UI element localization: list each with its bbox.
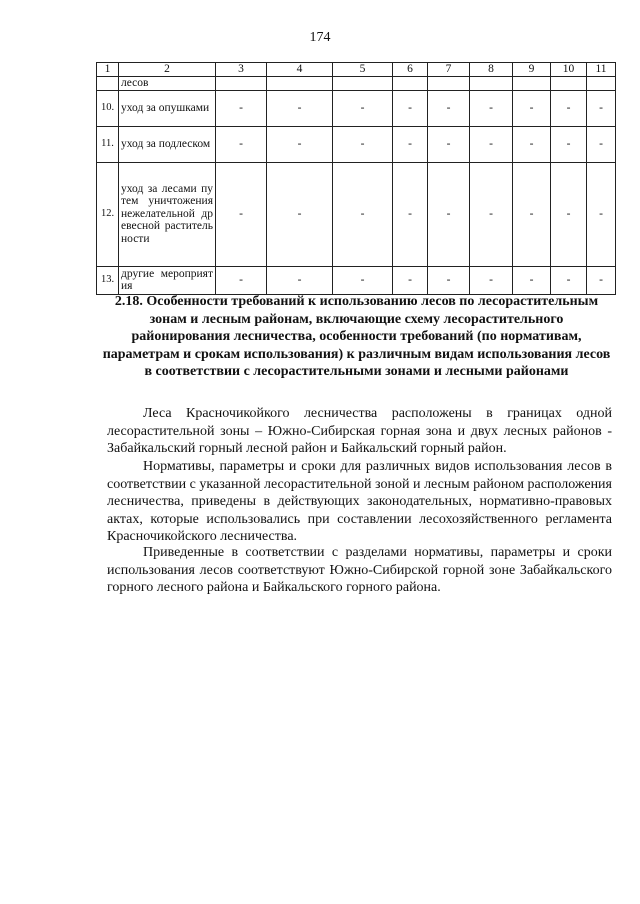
column-header: 5 [333,63,393,77]
table-cell: - [267,266,333,294]
table-cell [393,77,428,91]
table-cell: - [333,126,393,162]
table-cell: - [470,266,513,294]
table-cell: - [428,90,470,126]
table-cell: - [216,126,267,162]
table-cell [587,77,616,91]
column-header: 9 [513,63,551,77]
table-cell: - [587,162,616,266]
table-cell: - [428,126,470,162]
column-header: 1 [97,63,119,77]
table-cell [216,77,267,91]
forest-activities-table [96,62,616,295]
table-cell: - [513,90,551,126]
row-number: 11. [97,126,119,162]
table-row [97,266,616,294]
table-cell: - [587,266,616,294]
column-header: 8 [470,63,513,77]
table-cell: - [333,266,393,294]
table-cell: - [267,162,333,266]
table-cell [333,77,393,91]
table-cell: - [470,162,513,266]
activity-name: другие мероприятия [119,266,216,294]
table-cell: - [551,162,587,266]
body-paragraph: Леса Красночикойкого лесничества расположены в границах одной лесорастительной зоны – Южно-Сибирская горная зона и двух лесных районов - Забайкальский горный лесной район и Байкальский горный район. [107,406,612,457]
table-cell: - [551,90,587,126]
table-cell: - [428,162,470,266]
table-cell: - [513,162,551,266]
table-cell: - [333,162,393,266]
row-number: 10. [97,90,119,126]
table-cell: - [428,266,470,294]
column-header: 7 [428,63,470,77]
table-row [97,77,616,91]
page-number: 174 [309,30,331,45]
table-cell: - [587,126,616,162]
table-cell: - [267,90,333,126]
table-row [97,90,616,126]
column-header: 3 [216,63,267,77]
row-number: 12. [97,162,119,266]
column-header: 11 [587,63,616,77]
column-header: 2 [119,63,216,77]
table-cell: - [333,90,393,126]
table-cell: - [551,126,587,162]
table-cell [267,77,333,91]
table-cell: - [393,90,428,126]
activity-name: уход за опушками [119,90,216,126]
table-cell: - [470,90,513,126]
activity-name: уход за подлеском [119,126,216,162]
table-cell: - [587,90,616,126]
table-cell [470,77,513,91]
table-cell: - [216,162,267,266]
table-cell [428,77,470,91]
table-header-row [97,63,616,77]
body-paragraph: Нормативы, параметры и сроки для различных видов использования лесов в соответствии с указанной лесорастительной зоной и лесным районом расположения лесничества, приведены в действующих законодательных, нормативно-правовых актах, которые использовались при составлении лесохозяйственного регламента Красночикойского лесничества. [107,459,612,545]
table-cell: - [551,266,587,294]
table-row [97,126,616,162]
row-number [97,77,119,91]
column-header: 4 [267,63,333,77]
table-cell [513,77,551,91]
table-cell [551,77,587,91]
body-paragraph: Приведенные в соответствии с разделами нормативы, параметры и сроки использования лесов соответствуют Южно-Сибирской горной зоне Забайкальского горного лесного района и Байкальского горного района. [107,545,612,596]
table-cell: - [470,126,513,162]
table-row [97,162,616,266]
table-cell: - [216,90,267,126]
row-number: 13. [97,266,119,294]
table-cell: - [513,266,551,294]
table-cell: - [267,126,333,162]
activity-name: уход за лесами путем уничтожения нежелательной древесной растительности [119,162,216,266]
table-cell: - [393,162,428,266]
table-cell: - [216,266,267,294]
column-header: 6 [393,63,428,77]
section-heading: 2.18. Особенности требований к использованию лесов по лесорастительным зонам и лесным районам, включающие схему лесорастительного районирования лесничества, особенности требований (по нормативам, параметрам и срокам использования) к различным видам использования лесов в соответствии с лесорастительными зонами и лесными районами [102,294,611,379]
column-header: 10 [551,63,587,77]
table-cell: - [393,266,428,294]
table-cell: - [393,126,428,162]
activity-name: лесов [119,77,216,91]
table-cell: - [513,126,551,162]
